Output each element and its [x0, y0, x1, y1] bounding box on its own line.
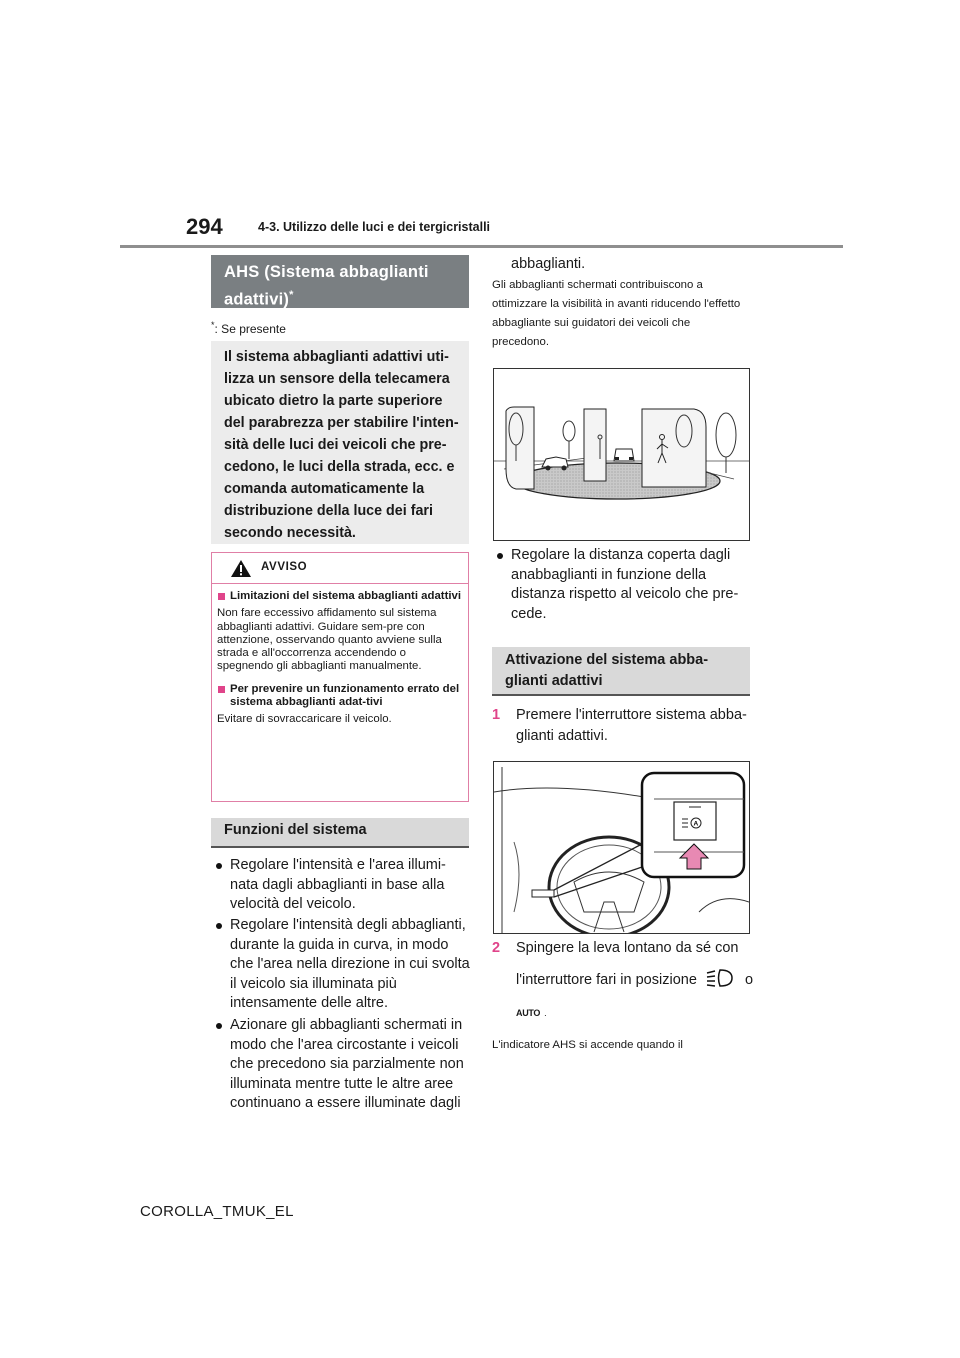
list-item: Regolare l'intensità e l'area illumi-nata dagli abbaglianti in base alla velocità del veicolo.	[230, 856, 470, 915]
page-number: 294	[186, 214, 223, 239]
list-item: Regolare l'intensità degli abbaglianti, durante la guida in curva, in modo che l'area nella direzione in cui svolta il veicolo sia illuminata più intensamente delle altre.	[230, 916, 470, 1014]
step-number: 2	[492, 940, 501, 956]
step-2-continued: l'interruttore fari in posizione o	[516, 968, 753, 988]
warning-box	[211, 552, 469, 802]
header-rule	[120, 245, 843, 248]
list-item: Regolare la distanza coperta dagli anabbaglianti in funzione della distanza rispetto al veicolo che pre-cede.	[511, 546, 751, 624]
bullet-icon	[216, 863, 222, 869]
headlight-icon	[705, 968, 735, 988]
warning-subheading: Per prevenire un funzionamento errato del sistema abbaglianti adat-tivi	[217, 683, 462, 710]
step-text: Premere l'interruttore sistema abba-glianti adattivi.	[516, 707, 747, 744]
intro-text: Il sistema abbaglianti adattivi uti-lizza un sensore della telecamera ubicato dietro la parte superiore del parabrezza per stabilire l'inten-sità delle luci dei veicoli che pre-cedono, le luci della strada, ecc. e comanda automaticamente la distribuzione della luce dei fari secondo necessità.	[224, 349, 459, 541]
ahs-section-heading: AHS (Sistema abbaglianti adattivi)*	[211, 255, 469, 308]
dashboard-switch-illustration	[493, 761, 750, 934]
indicator-text: L'indicatore AHS si accende quando il	[492, 1039, 683, 1051]
warning-text: Non fare eccessivo affidamento sul sistema abbaglianti adattivi. Guidare sem-pre con attenzione, osservando quanto avviene sulla strada e all'occorrenza accendendo o spegnendo gli abbaglianti manualmente.	[217, 607, 442, 673]
bullet-icon	[497, 553, 503, 559]
dashboard-figure	[494, 762, 749, 933]
shielded-beam-note: Gli abbaglianti schermati contribuiscono a ottimizzare la visibilità in avanti riducendo l'effetto abbagliante sui guidatori dei veicoli che precedono.	[492, 279, 741, 348]
square-bullet-icon	[218, 593, 225, 600]
bullet-icon	[216, 1023, 222, 1029]
step-number: 1	[492, 707, 501, 723]
warning-text: Evitare di sovraccaricare il veicolo.	[217, 713, 392, 726]
step-2	[492, 938, 750, 959]
warning-triangle-icon	[230, 559, 252, 578]
warning-title: AVVISO	[261, 561, 308, 573]
ahs-light-distribution-illustration	[493, 368, 750, 541]
step-text: Spingere la leva lontano da sé con	[516, 940, 739, 956]
warning-header	[212, 553, 468, 584]
footnote: *: Se presente	[211, 320, 286, 336]
activation-heading: Attivazione del sistema abba-glianti adattivi	[492, 647, 750, 696]
road-scene-figure	[494, 369, 749, 540]
chapter-title: 4-3. Utilizzo delle luci e dei tergicristalli	[258, 220, 491, 234]
step-1	[492, 705, 750, 744]
intro-box	[211, 341, 469, 544]
footer-doc-code: COROLLA_TMUK_EL	[140, 1203, 294, 1220]
list-item: Azionare gli abbaglianti schermati in modo che l'area circostante i veicoli che precedono sia parzialmente non illuminata mentre tutte le altre aree continuano a essere illuminate dagli	[230, 1016, 470, 1114]
auto-position-label: AUTO .	[516, 1008, 547, 1018]
svg-text:A: A	[693, 820, 699, 828]
functions-heading: Funzioni del sistema	[211, 818, 469, 848]
bullet-icon	[216, 923, 222, 929]
warning-subheading: Limitazioni del sistema abbaglianti adattivi	[217, 590, 462, 603]
continued-text: abbaglianti.	[511, 256, 586, 272]
square-bullet-icon	[218, 686, 225, 693]
